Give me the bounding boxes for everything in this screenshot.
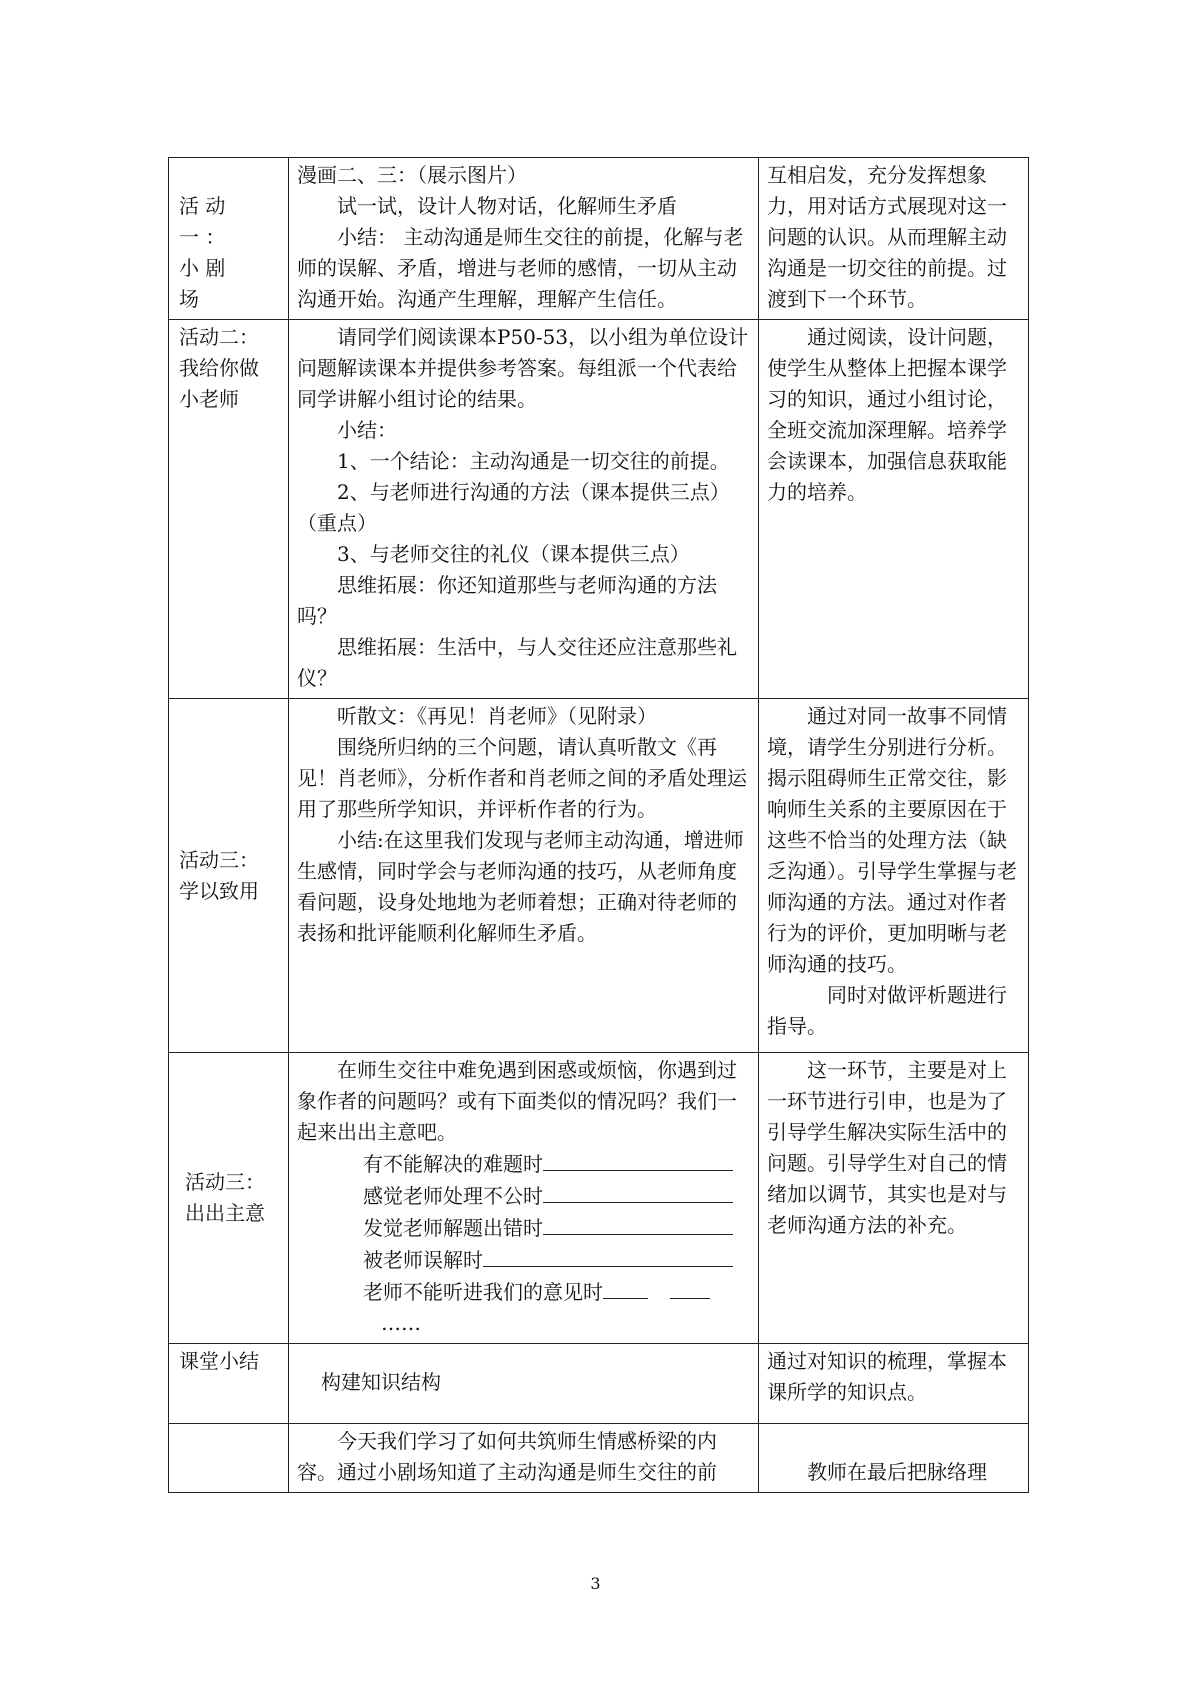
table-row — [169, 1424, 1029, 1493]
fill-blank — [483, 1244, 733, 1267]
activity-content-cell — [289, 1053, 759, 1344]
content-paragraph: 漫画二、三：（展示图片） — [297, 163, 527, 187]
activity-label: 活动三： — [179, 847, 259, 872]
activity-label: 活动二： — [179, 325, 259, 349]
activity-label-cell — [169, 158, 289, 320]
content-paragraph: 围绕所归纳的三个问题，请认真听散文《再见！肖老师》，分析作者和肖老师之间的矛盾处理运用了那些所学知识，并评析作者的行为。 — [297, 735, 747, 821]
activity-content-cell — [289, 699, 759, 1053]
fill-in-line — [363, 1276, 750, 1308]
fill-blank — [670, 1276, 710, 1299]
design-intent-cell — [759, 158, 1029, 320]
design-intent-text: 通过对知识的梳理，掌握本课所学的知识点。 — [767, 1349, 1007, 1404]
design-intent-text: 同时对做评析题进行指导。 — [767, 983, 1007, 1038]
content-paragraph: 小结： 主动沟通是师生交往的前提，化解与老师的误解、矛盾，增进与老师的感情，一切从主动沟通开始。沟通产生理解，理解产生信任。 — [297, 225, 744, 311]
fill-prompt: 有不能解决的难题时 — [363, 1152, 543, 1176]
activity-label: 小 剧 — [179, 256, 226, 280]
activity-label: 出出主意 — [185, 1201, 265, 1225]
activity-label: 小老师 — [179, 387, 239, 411]
activity-label: 我给你做 — [179, 356, 259, 380]
content-paragraph: 1、一个结论：主动沟通是一切交往的前提。 — [337, 449, 730, 473]
activity-content-cell — [289, 158, 759, 320]
fill-blank — [603, 1276, 648, 1299]
activity-label-cell — [169, 1053, 289, 1344]
content-paragraph: 试一试，设计人物对话，化解师生矛盾 — [337, 194, 677, 218]
table-row — [169, 320, 1029, 699]
fill-in-line — [363, 1148, 750, 1180]
fill-in-line — [363, 1244, 750, 1276]
activity-label: 一 ： — [179, 225, 226, 249]
activity-label-cell — [169, 1424, 289, 1493]
content-paragraph: 小结:在这里我们发现与老师主动沟通，增进师生感情，同时学会与老师沟通的技巧，从老师角度看问题，设身处地地为老师着想；正确对待老师的表扬和批评能顺利化解师生矛盾。 — [297, 828, 744, 945]
design-intent-text: 通过阅读，设计问题，使学生从整体上把握本课学习的知识，通过小组讨论，全班交流加深理解。培养学会读课本，加强信息获取能力的培养。 — [767, 325, 1007, 504]
fill-prompt: 老师不能听进我们的意见时 — [363, 1280, 603, 1304]
activity-label: 场 — [179, 287, 199, 311]
fill-prompt: 感觉老师处理不公时 — [363, 1184, 543, 1208]
fill-prompt: 发觉老师解题出错时 — [363, 1216, 543, 1240]
design-intent-text: 这一环节，主要是对上一环节进行引申，也是为了引导学生解决实际生活中的问题。引导学生对自己的情绪加以调节，其实也是对与老师沟通方法的补充。 — [767, 1058, 1007, 1237]
content-paragraph: 听散文：《再见！肖老师》（见附录） — [337, 704, 657, 728]
table-row — [169, 1344, 1029, 1424]
lesson-plan-table — [168, 157, 1029, 1493]
design-intent-cell — [759, 1344, 1029, 1424]
content-paragraph: 小结： — [337, 418, 397, 442]
design-intent-text: 互相启发，充分发挥想象力，用对话方式展现对这一问题的认识。从而理解主动沟通是一切交往的前提。过渡到下一个环节。 — [767, 163, 1007, 311]
design-intent-cell — [759, 699, 1029, 1053]
activity-label: 活动三： — [185, 1170, 265, 1194]
content-paragraph: 3、与老师交往的礼仪（课本提供三点） — [337, 542, 690, 566]
activity-label: 课堂小结 — [179, 1349, 259, 1373]
ellipsis: …… — [381, 1311, 421, 1335]
activity-label-cell — [169, 320, 289, 699]
table-row — [169, 699, 1029, 1053]
activity-content-cell — [289, 320, 759, 699]
fill-in-line — [363, 1212, 750, 1244]
activity-content-cell — [289, 1344, 759, 1424]
design-intent-cell — [759, 320, 1029, 699]
fill-in-line — [363, 1180, 750, 1212]
activity-label-cell — [169, 699, 289, 1053]
fill-blank — [543, 1212, 733, 1235]
activity-label-cell — [169, 1344, 289, 1424]
activity-content-cell — [289, 1424, 759, 1493]
content-paragraph: 在师生交往中难免遇到困惑或烦恼，你遇到过象作者的问题吗？或有下面类似的情况吗？我们一起来出出主意吧。 — [297, 1058, 737, 1144]
design-intent-cell — [759, 1424, 1029, 1493]
content-paragraph: 2、与老师进行沟通的方法（课本提供三点）（重点） — [297, 480, 730, 535]
design-intent-cell — [759, 1053, 1029, 1344]
table-row — [169, 158, 1029, 320]
design-intent-text: 通过对同一故事不同情境，请学生分别进行分析。揭示阻碍师生正常交往，影响师生关系的主要原因在于这些不恰当的处理方法（缺乏沟通）。引导学生掌握与老师沟通的方法。通过对作者行为的评价，更加明晰与老师沟通的技巧。 — [767, 704, 1017, 976]
fill-blank — [543, 1180, 733, 1203]
activity-label: 活 动 — [179, 194, 226, 218]
content-paragraph: 构建知识结构 — [321, 1370, 441, 1394]
fill-blank — [543, 1148, 733, 1171]
table-row — [169, 1053, 1029, 1344]
design-intent-text: 教师在最后把脉络理 — [807, 1460, 987, 1484]
fill-prompt: 被老师误解时 — [363, 1248, 483, 1272]
content-paragraph: 思维拓展：生活中，与人交往还应注意那些礼仪？ — [297, 635, 737, 690]
activity-label: 学以致用 — [179, 878, 259, 903]
content-paragraph: 请同学们阅读课本P50-53，以小组为单位设计问题解读课本并提供参考答案。每组派一个代表给同学讲解小组讨论的结果。 — [297, 325, 749, 411]
content-paragraph: 思维拓展：你还知道那些与老师沟通的方法吗？ — [297, 573, 717, 628]
page-number: 3 — [590, 1574, 601, 1593]
content-paragraph: 今天我们学习了如何共筑师生情感桥梁的内容。通过小剧场知道了主动沟通是师生交往的前 — [297, 1429, 717, 1484]
